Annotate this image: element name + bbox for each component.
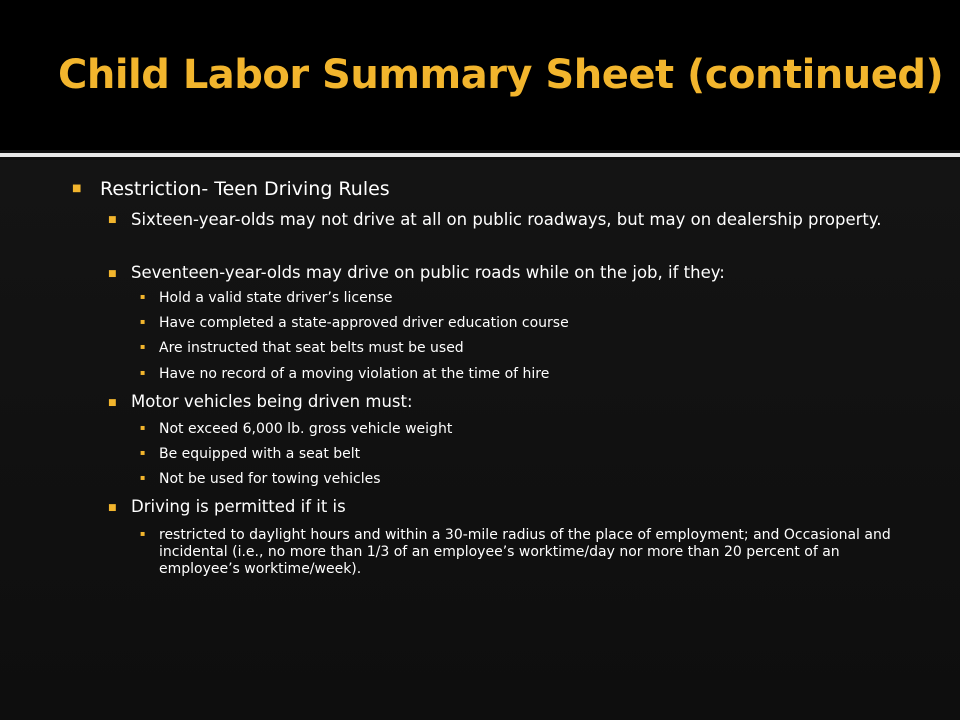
bullet-square-icon: ■ (72, 183, 82, 194)
bullet-text: Restriction- Teen Driving Rules (100, 178, 390, 200)
bullet-small-square-icon: ▪ (140, 342, 146, 351)
bullet-square-icon: ■ (108, 398, 117, 408)
bullet-text: Driving is permitted if it is (131, 497, 346, 516)
bullet-text: Motor vehicles being driven must: (131, 392, 413, 411)
bullet-small-square-icon: ▪ (140, 292, 146, 301)
bullet-small-square-icon: ▪ (140, 317, 146, 326)
bullet-small-square-icon: ▪ (140, 473, 146, 482)
bullet-text: Not be used for towing vehicles (159, 471, 381, 487)
bullet-text: Are instructed that seat belts must be used (159, 340, 464, 356)
bullet-text: Hold a valid state driver’s license (159, 290, 393, 306)
bullet-text: Have completed a state-approved driver education course (159, 315, 569, 331)
bullet-small-square-icon: ▪ (140, 423, 146, 432)
bullet-text: Not exceed 6,000 lb. gross vehicle weight (159, 421, 453, 437)
bullet-text: Be equipped with a seat belt (159, 446, 361, 462)
bullet-text: Seventeen-year-olds may drive on public roads while on the job, if they: (131, 263, 725, 282)
bullet-small-square-icon: ▪ (140, 368, 146, 377)
bullet-square-icon: ■ (108, 215, 117, 225)
bullet-text: Have no record of a moving violation at the time of hire (159, 366, 550, 382)
bullet-square-icon: ■ (108, 269, 117, 279)
bullet-text: restricted to daylight hours and within a 30-mile radius of the place of employment; and Occasional and incidental (i.e., no more than 1/3 of an employee’s worktime/day nor more than 20 percent of an employee’s worktime/week). (159, 527, 891, 577)
bullet-small-square-icon: ▪ (140, 448, 146, 457)
bullet-small-square-icon: ▪ (140, 529, 146, 538)
slide-title: Child Labor Summary Sheet (continued) (58, 52, 944, 98)
bullet-text: Sixteen-year-olds may not drive at all on public roadways, but may on dealership property. (131, 210, 882, 229)
bullet-square-icon: ■ (108, 503, 117, 513)
